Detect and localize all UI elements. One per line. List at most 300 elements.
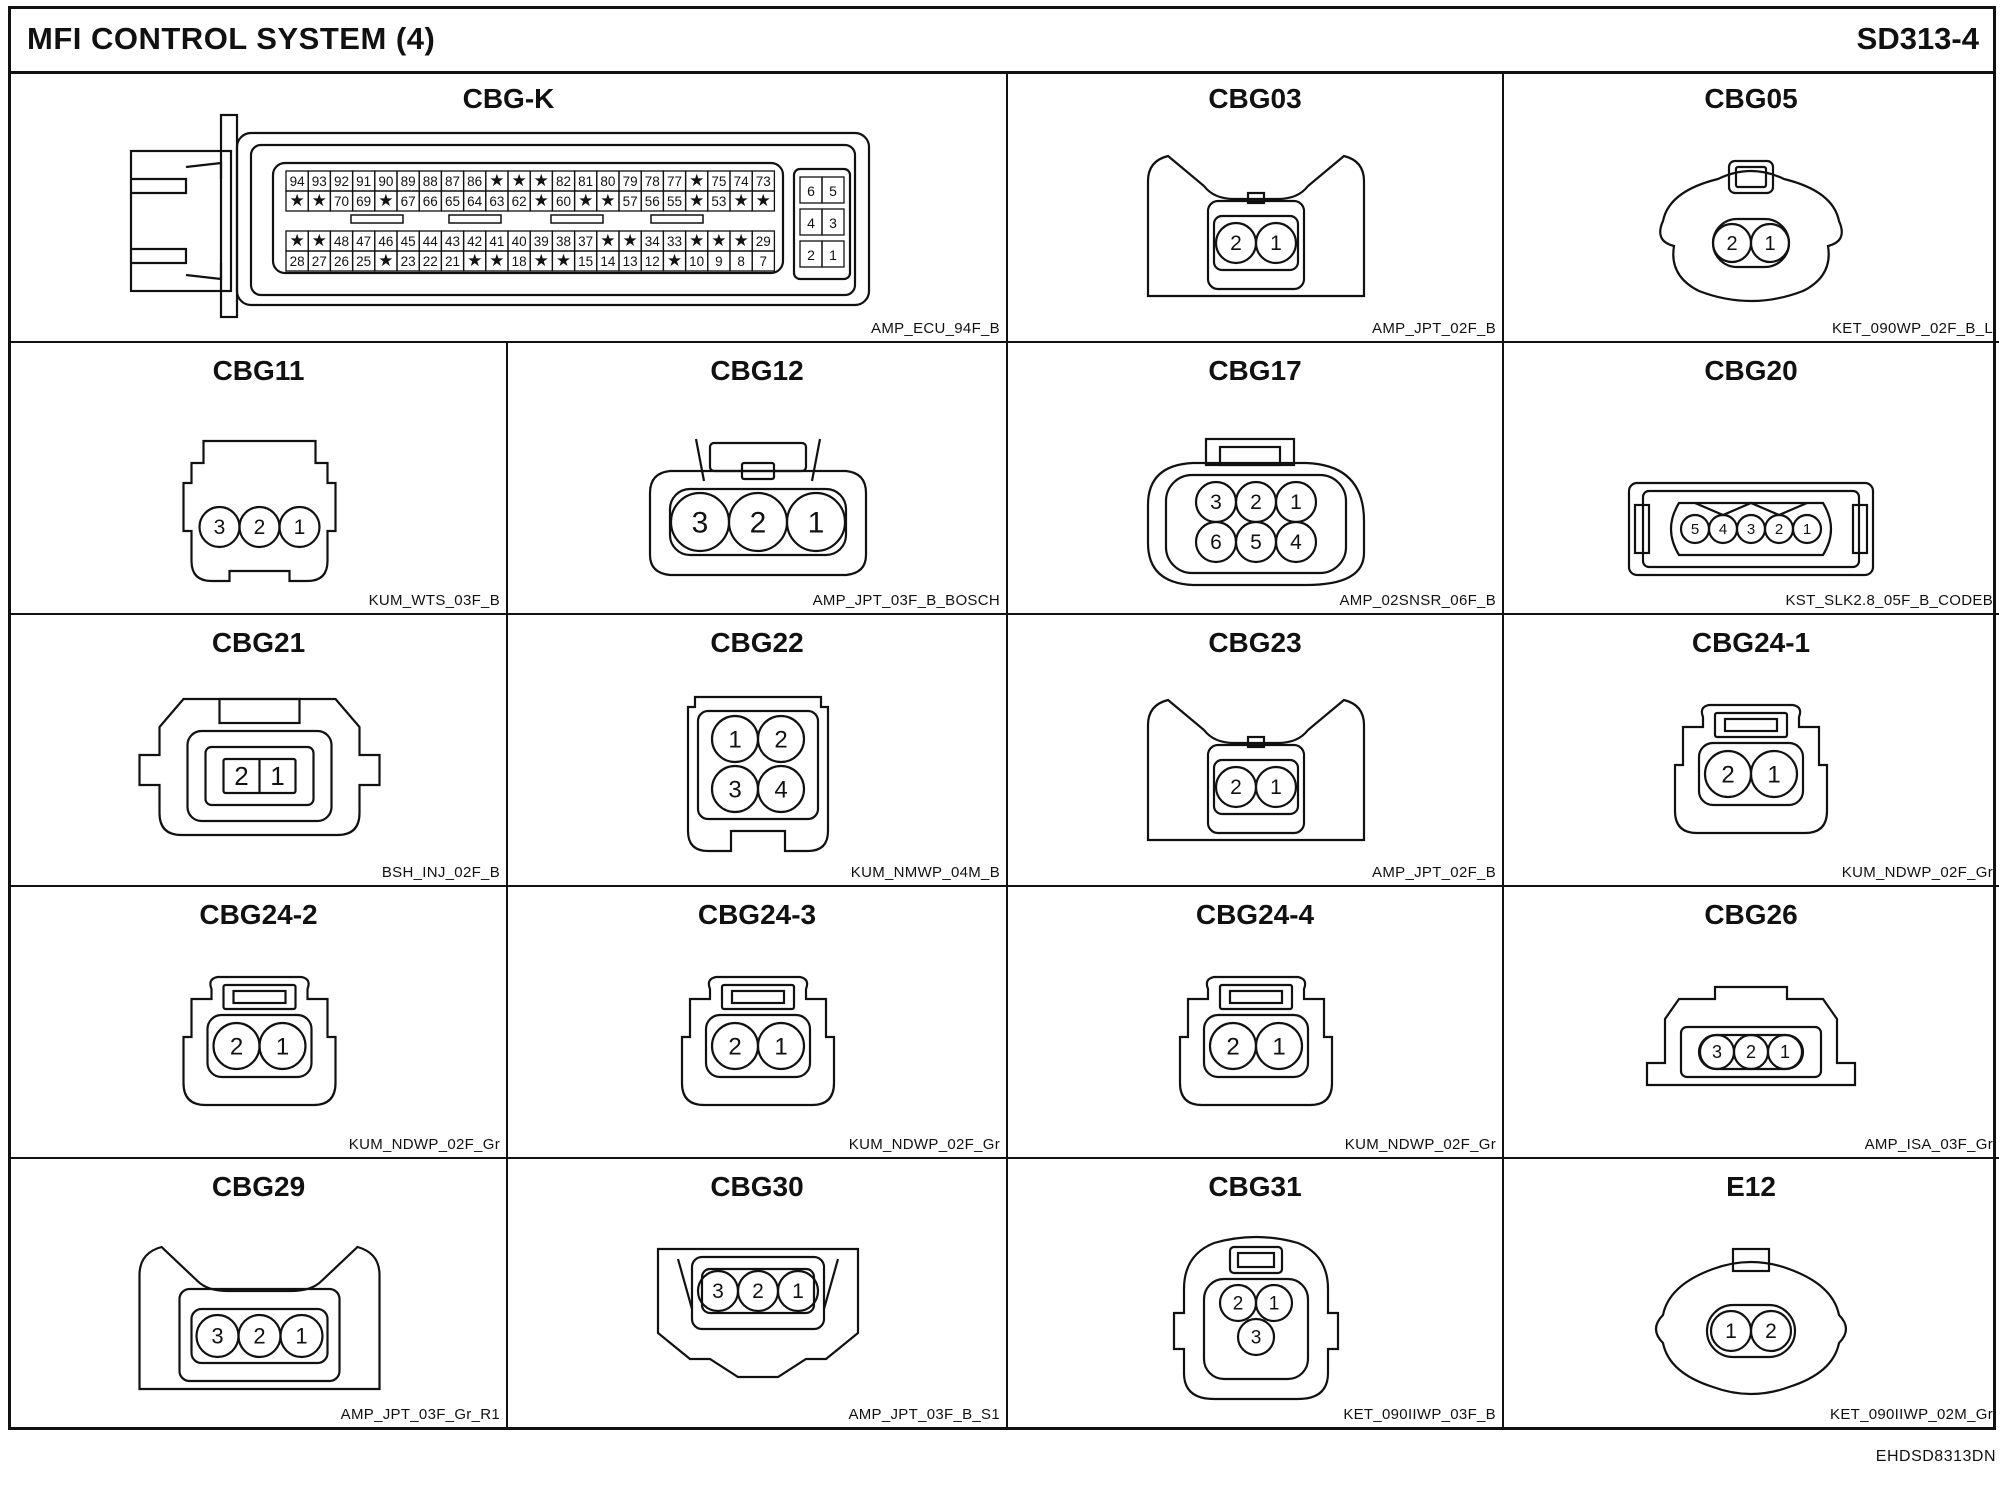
connector-cell-cbg24-3 bbox=[508, 887, 1008, 1159]
connector-cell-cbg22 bbox=[508, 615, 1008, 887]
pin bbox=[712, 766, 758, 812]
pin-number: 2 bbox=[1230, 776, 1242, 800]
ecu-pin-number: 66 bbox=[422, 194, 438, 209]
pin-number: 2 bbox=[1765, 1320, 1777, 1344]
ecu-pin bbox=[597, 231, 619, 251]
connector-part-number: AMP_ECU_94F_B bbox=[871, 320, 1000, 337]
ecu-pin-number: 8 bbox=[737, 254, 745, 269]
connector-part-number: KUM_WTS_03F_B bbox=[368, 592, 500, 609]
ecu-pin-number: ★ bbox=[622, 231, 638, 250]
pin-number: 5 bbox=[1690, 521, 1700, 539]
ecu-pin bbox=[730, 231, 752, 251]
ecu-pin-number: ★ bbox=[600, 231, 616, 250]
ecu-pin-number: 43 bbox=[444, 234, 461, 249]
ecu-pin bbox=[375, 231, 397, 251]
ecu-key-bar bbox=[551, 215, 603, 223]
pin bbox=[1256, 1023, 1302, 1069]
ecu-pin bbox=[353, 231, 375, 251]
ecu-side-pin bbox=[800, 241, 822, 267]
pin bbox=[281, 1315, 323, 1357]
pin bbox=[1681, 515, 1709, 543]
pin bbox=[1256, 223, 1296, 263]
pin bbox=[1751, 1311, 1791, 1351]
pin-number: 2 bbox=[1226, 1033, 1240, 1061]
ecu-pin bbox=[308, 251, 330, 271]
ecu-pin bbox=[308, 191, 330, 211]
connector-cell-cbg29 bbox=[11, 1159, 508, 1427]
ecu-pin-number: 56 bbox=[644, 194, 660, 209]
ecu-pin-number: 75 bbox=[711, 174, 727, 189]
connector-sheet bbox=[8, 6, 1996, 1430]
ecu-pin-number: 18 bbox=[511, 254, 527, 269]
pin bbox=[758, 766, 804, 812]
ecu-side-pin bbox=[800, 177, 822, 203]
connector-latch bbox=[710, 443, 806, 471]
ecu-pin bbox=[575, 191, 597, 211]
pin bbox=[671, 493, 729, 551]
pin bbox=[1793, 515, 1821, 543]
ecu-pin-number: ★ bbox=[666, 251, 683, 270]
pin-number: 1 bbox=[1802, 521, 1812, 539]
ecu-pin-number: ★ bbox=[533, 191, 549, 210]
pin bbox=[200, 507, 240, 547]
ecu-pin-number: 15 bbox=[578, 254, 594, 269]
ecu-pin-number: 69 bbox=[356, 194, 372, 209]
ecu-pin-number: 34 bbox=[644, 234, 660, 249]
connector-grid bbox=[11, 71, 1993, 1427]
ecu-pin-number: 5 bbox=[829, 183, 837, 199]
connector-latch bbox=[1733, 1249, 1769, 1271]
ecu-pin-number: 48 bbox=[333, 234, 350, 249]
pin-number: 1 bbox=[1268, 1293, 1280, 1315]
ecu-key-bar bbox=[449, 215, 501, 223]
pin-number: 1 bbox=[270, 761, 285, 791]
ecu-pin bbox=[286, 231, 308, 251]
ecu-pin bbox=[752, 251, 774, 271]
pin bbox=[712, 716, 758, 762]
connector-cell-cbg24-1 bbox=[1503, 615, 1999, 887]
pin-number: 3 bbox=[211, 1323, 224, 1349]
ecu-pin-number: ★ bbox=[578, 191, 594, 210]
pin bbox=[787, 493, 845, 551]
ecu-pin-number: ★ bbox=[600, 191, 616, 210]
ecu-pin bbox=[353, 251, 375, 271]
connector-name: CBG12 bbox=[710, 355, 804, 386]
ecu-pin-number: 77 bbox=[666, 174, 683, 189]
pin-number: 2 bbox=[1232, 1293, 1244, 1315]
ecu-pin bbox=[552, 191, 574, 211]
ecu-pin-block bbox=[273, 163, 783, 273]
ecu-pin-number: 23 bbox=[400, 254, 416, 269]
connector-name: CBG30 bbox=[710, 1171, 804, 1202]
pin-number: 5 bbox=[1250, 531, 1262, 555]
pin-number: 3 bbox=[1711, 1042, 1723, 1063]
ecu-pin-number: 27 bbox=[311, 254, 327, 269]
pin bbox=[1709, 515, 1737, 543]
connector-part-number: KUM_NMWP_04M_B bbox=[850, 864, 1000, 881]
ecu-pin bbox=[575, 171, 597, 191]
ecu-pin-number: ★ bbox=[733, 191, 749, 210]
connector-part-number: AMP_JPT_03F_Gr_R1 bbox=[340, 1406, 500, 1423]
pin-number: 1 bbox=[1270, 776, 1282, 800]
ecu-pin bbox=[486, 191, 508, 211]
connector-latch bbox=[220, 699, 300, 723]
ecu-pin-number: 94 bbox=[289, 174, 305, 189]
pin-number: 1 bbox=[774, 1033, 788, 1061]
pin-number: 1 bbox=[807, 506, 825, 540]
connector-name: E12 bbox=[1726, 1171, 1776, 1202]
ecu-pin bbox=[641, 191, 663, 211]
ecu-pin bbox=[353, 191, 375, 211]
connector-cell-cbg12 bbox=[508, 343, 1008, 615]
pin-number: 2 bbox=[1726, 232, 1738, 255]
ecu-pin-number: ★ bbox=[311, 231, 327, 250]
pin bbox=[1705, 751, 1751, 797]
sheet-code: SD313-4 bbox=[1856, 21, 1979, 56]
ecu-housing bbox=[237, 133, 869, 305]
pin bbox=[1238, 1319, 1274, 1355]
pin-number: 2 bbox=[749, 506, 767, 540]
connector-name: CBG24-4 bbox=[1195, 899, 1315, 930]
ecu-pin-number: ★ bbox=[378, 251, 394, 270]
pin bbox=[1276, 482, 1316, 522]
ecu-pin-number: 12 bbox=[644, 254, 660, 269]
ecu-pin bbox=[330, 231, 352, 251]
connector-name: CBG03 bbox=[1208, 83, 1302, 114]
pin bbox=[1700, 1035, 1734, 1069]
ecu-pin bbox=[752, 171, 774, 191]
connector-name: CBG11 bbox=[212, 355, 305, 386]
ecu-pin bbox=[397, 171, 419, 191]
ecu-pin-number: 46 bbox=[378, 234, 394, 249]
ecu-pin-number: ★ bbox=[289, 191, 305, 210]
ecu-pin bbox=[730, 171, 752, 191]
ecu-pin-number: ★ bbox=[533, 251, 549, 270]
ecu-pin-number: 33 bbox=[666, 234, 683, 249]
pin-number: 2 bbox=[752, 1280, 764, 1304]
pin-number: 2 bbox=[229, 1033, 244, 1061]
connector-part-number: AMP_JPT_02F_B bbox=[1372, 864, 1496, 881]
ecu-pin-number: 45 bbox=[400, 234, 416, 249]
ecu-pin bbox=[419, 231, 441, 251]
ecu-pin-number: ★ bbox=[311, 191, 327, 210]
ecu-pin-number: 26 bbox=[333, 254, 350, 269]
ecu-pin bbox=[708, 251, 730, 271]
connector-cell-cbg03 bbox=[1008, 71, 1504, 343]
connector-name: CBG26 bbox=[1704, 899, 1798, 930]
pin-number: 1 bbox=[295, 1323, 308, 1349]
connector-cell-cbg21 bbox=[11, 615, 508, 887]
pin-number: 1 bbox=[1270, 232, 1282, 256]
ecu-pin bbox=[464, 191, 486, 211]
pin-number: 1 bbox=[293, 516, 306, 540]
ecu-pin bbox=[441, 251, 463, 271]
ecu-pin bbox=[752, 231, 774, 251]
ecu-pin-number: ★ bbox=[689, 231, 705, 250]
ecu-pin bbox=[686, 231, 708, 251]
pin-number: 2 bbox=[774, 726, 788, 754]
pin bbox=[698, 1271, 738, 1311]
ecu-pin-number: ★ bbox=[378, 191, 394, 210]
ecu-pin bbox=[441, 171, 463, 191]
ecu-pin-number: 42 bbox=[467, 234, 483, 249]
ecu-pin bbox=[508, 231, 530, 251]
ecu-side-pin bbox=[800, 209, 822, 235]
ecu-pin bbox=[552, 231, 574, 251]
pin bbox=[712, 1023, 758, 1069]
pin-number: 4 bbox=[1718, 521, 1728, 539]
ecu-pin bbox=[375, 191, 397, 211]
connector-cell-cbg24-4 bbox=[1008, 887, 1504, 1159]
ecu-pin bbox=[752, 191, 774, 211]
ecu-pin-number: 78 bbox=[644, 174, 660, 189]
ecu-pin-number: 88 bbox=[422, 174, 438, 189]
ecu-pin bbox=[464, 171, 486, 191]
pin bbox=[1768, 1035, 1802, 1069]
pin bbox=[1711, 1311, 1751, 1351]
connector-name: CBG31 bbox=[1208, 1171, 1302, 1202]
ecu-pin bbox=[575, 231, 597, 251]
ecu-side-pin bbox=[822, 177, 844, 203]
ecu-pin-number: ★ bbox=[689, 191, 705, 210]
pin-number: 2 bbox=[234, 761, 249, 791]
pin bbox=[240, 507, 280, 547]
ecu-pin bbox=[530, 231, 552, 251]
pin-number: 3 bbox=[691, 506, 709, 540]
connector-outline bbox=[688, 697, 828, 851]
ecu-pin-number: 70 bbox=[333, 194, 350, 209]
ecu-key-bar bbox=[651, 215, 703, 223]
pin bbox=[260, 1023, 306, 1069]
connector-name: CBG17 bbox=[1208, 355, 1302, 386]
connector-name: CBG23 bbox=[1208, 627, 1302, 658]
pin-number: 6 bbox=[1210, 531, 1222, 555]
ecu-pin-number: 62 bbox=[511, 194, 527, 209]
ecu-pin bbox=[641, 231, 663, 251]
ecu-pin bbox=[286, 171, 308, 191]
connector-outline bbox=[1166, 475, 1346, 573]
ecu-pin bbox=[419, 191, 441, 211]
ecu-pin-number: 37 bbox=[578, 234, 594, 249]
connector-part-number: KET_090IIWP_02M_Gr bbox=[1830, 1406, 1993, 1423]
ecu-pin-number: 21 bbox=[444, 254, 461, 269]
ecu-connector-drawing bbox=[11, 71, 1008, 343]
connector-latch bbox=[1238, 1253, 1274, 1267]
pin bbox=[1236, 482, 1276, 522]
ecu-pin-number: 91 bbox=[356, 174, 372, 189]
ecu-pin bbox=[397, 191, 419, 211]
connector-latch bbox=[696, 439, 820, 481]
connector-cell-e12 bbox=[1503, 1159, 1999, 1427]
pin-number: 1 bbox=[1272, 1033, 1286, 1061]
pin bbox=[214, 1023, 260, 1069]
connector-name: CBG22 bbox=[710, 627, 804, 658]
pin bbox=[778, 1271, 818, 1311]
pin-number: 2 bbox=[1745, 1042, 1757, 1063]
ecu-pin-number: ★ bbox=[755, 191, 771, 210]
ecu-pin bbox=[508, 171, 530, 191]
ecu-pin bbox=[619, 251, 641, 271]
pin bbox=[738, 1271, 778, 1311]
ecu-pin-number: 74 bbox=[733, 174, 749, 189]
ecu-pin-number: 86 bbox=[467, 174, 483, 189]
connector-part-number: KET_090WP_02F_B_L bbox=[1831, 320, 1993, 337]
ecu-pin-number: ★ bbox=[489, 171, 505, 190]
connector-outline bbox=[1148, 156, 1364, 296]
ecu-pin bbox=[375, 251, 397, 271]
ecu-pin bbox=[330, 171, 352, 191]
connector-cell-cbg26 bbox=[1503, 887, 1999, 1159]
ecu-pin bbox=[441, 191, 463, 211]
connector-name: CBG29 bbox=[211, 1171, 306, 1202]
connector-cell-cbg31 bbox=[1008, 1159, 1504, 1427]
ecu-pin bbox=[597, 251, 619, 271]
pin bbox=[1751, 224, 1789, 262]
ecu-pin-number: 25 bbox=[356, 254, 372, 269]
pin-number: 2 bbox=[728, 1033, 742, 1061]
pin-number: 3 bbox=[213, 516, 226, 540]
ecu-key-bar bbox=[351, 215, 403, 223]
pin bbox=[1765, 515, 1793, 543]
ecu-pin-number: 7 bbox=[759, 254, 768, 269]
connector-part-number: AMP_ISA_03F_Gr bbox=[1864, 1136, 1993, 1153]
pin bbox=[1256, 767, 1296, 807]
connector-name: CBG24-3 bbox=[697, 899, 817, 930]
ecu-pin-number: 10 bbox=[689, 254, 705, 269]
ecu-pin bbox=[486, 251, 508, 271]
ecu-pin-number: 57 bbox=[622, 194, 638, 209]
ecu-pin-number: 79 bbox=[622, 174, 638, 189]
ecu-pin bbox=[486, 231, 508, 251]
connector-part-number: KUM_NDWP_02F_Gr bbox=[1344, 1136, 1496, 1153]
connector-name: CBG24-2 bbox=[199, 899, 318, 930]
pin bbox=[1713, 224, 1751, 262]
pin-number: 1 bbox=[1290, 491, 1302, 515]
ecu-pin-number: 81 bbox=[578, 174, 594, 189]
pin bbox=[758, 716, 804, 762]
pin-number: 1 bbox=[1779, 1042, 1791, 1063]
pin bbox=[1216, 223, 1256, 263]
ecu-pin bbox=[397, 251, 419, 271]
ecu-pin bbox=[730, 191, 752, 211]
connector-name: CBG-K bbox=[462, 83, 555, 114]
connector-part-number: AMP_JPT_03F_B_BOSCH bbox=[812, 592, 1000, 609]
ecu-pin bbox=[286, 191, 308, 211]
pin-number: 2 bbox=[1250, 491, 1262, 515]
connector-cell-cbg17 bbox=[1008, 343, 1504, 615]
ecu-pin-number: 9 bbox=[715, 254, 723, 269]
ecu-pin-number: 39 bbox=[533, 234, 549, 249]
ecu-pin-number: 13 bbox=[622, 254, 638, 269]
ecu-pin-number: 22 bbox=[422, 254, 438, 269]
ecu-pin-number: ★ bbox=[733, 231, 749, 250]
ecu-pin-number: ★ bbox=[467, 251, 483, 270]
pin-number: 2 bbox=[1721, 761, 1735, 789]
pin bbox=[1196, 482, 1236, 522]
pin-number: 1 bbox=[275, 1033, 290, 1061]
connector-cell-cbg20 bbox=[1503, 343, 1999, 615]
ecu-pin bbox=[619, 231, 641, 251]
ecu-pin-number: 28 bbox=[289, 254, 305, 269]
ecu-pin bbox=[597, 191, 619, 211]
pin bbox=[1210, 1023, 1256, 1069]
pin bbox=[197, 1315, 239, 1357]
ecu-pin bbox=[663, 171, 685, 191]
pin-number: 2 bbox=[1230, 232, 1242, 256]
pin-number: 1 bbox=[792, 1280, 804, 1304]
connector-cell-cbg23 bbox=[1008, 615, 1504, 887]
ecu-pin bbox=[641, 171, 663, 191]
pin-number: 4 bbox=[1290, 531, 1302, 555]
ecu-pin-number: 6 bbox=[807, 183, 815, 199]
ecu-pin-number: ★ bbox=[489, 251, 505, 270]
pin bbox=[280, 507, 320, 547]
ecu-pin bbox=[330, 251, 352, 271]
connector-name: CBG20 bbox=[1704, 355, 1798, 386]
ecu-pin-number: ★ bbox=[533, 171, 549, 190]
ecu-latch bbox=[131, 179, 186, 263]
ecu-pin-number: 41 bbox=[489, 234, 505, 249]
pin-number: 1 bbox=[1764, 232, 1776, 255]
ecu-pin-number: 80 bbox=[600, 174, 616, 189]
ecu-pin bbox=[575, 251, 597, 271]
connector-part-number: AMP_JPT_02F_B bbox=[1372, 320, 1496, 337]
ecu-pin-number: 87 bbox=[444, 174, 461, 189]
connector-cell-cbg30 bbox=[508, 1159, 1008, 1427]
ecu-pin-number: ★ bbox=[289, 231, 305, 250]
ecu-pin bbox=[397, 231, 419, 251]
ecu-pin bbox=[286, 251, 308, 271]
ecu-pin-number: 29 bbox=[755, 234, 771, 249]
ecu-pin bbox=[708, 171, 730, 191]
ecu-pin-number: 73 bbox=[755, 174, 771, 189]
ecu-pin-number: 60 bbox=[555, 194, 572, 209]
pin-number: 3 bbox=[712, 1280, 724, 1304]
ecu-pin bbox=[619, 191, 641, 211]
ecu-pin bbox=[375, 171, 397, 191]
ecu-pin-number: 3 bbox=[829, 215, 837, 231]
ecu-pin bbox=[508, 251, 530, 271]
connector-outline bbox=[1148, 700, 1364, 840]
document-code: EHDSD8313DN bbox=[1875, 1448, 1996, 1465]
ecu-pin bbox=[441, 231, 463, 251]
pin-number: 2 bbox=[253, 516, 266, 540]
pin-number: 3 bbox=[1746, 521, 1756, 539]
sheet-title: MFI CONTROL SYSTEM (4) bbox=[27, 21, 436, 56]
connector-name: CBG24-1 bbox=[1691, 627, 1811, 658]
ecu-pin bbox=[508, 191, 530, 211]
pin bbox=[1276, 522, 1316, 562]
connector-outline bbox=[1660, 171, 1842, 301]
ecu-pin bbox=[663, 251, 685, 271]
ecu-pin bbox=[308, 171, 330, 191]
connector-latch bbox=[1695, 503, 1807, 515]
ecu-pin bbox=[486, 171, 508, 191]
pin bbox=[758, 1023, 804, 1069]
connector-latch bbox=[1725, 719, 1777, 731]
ecu-pin-number: 55 bbox=[666, 194, 683, 209]
pin-number: 1 bbox=[1725, 1320, 1737, 1344]
ecu-pin bbox=[464, 231, 486, 251]
ecu-flange bbox=[221, 115, 237, 317]
ecu-pin bbox=[464, 251, 486, 271]
ecu-pin bbox=[686, 251, 708, 271]
ecu-side-pin bbox=[822, 209, 844, 235]
ecu-pin-number: ★ bbox=[511, 171, 527, 190]
connector-cell-cbg05 bbox=[1503, 71, 1999, 343]
ecu-side-pin bbox=[822, 241, 844, 267]
ecu-pin bbox=[419, 251, 441, 271]
